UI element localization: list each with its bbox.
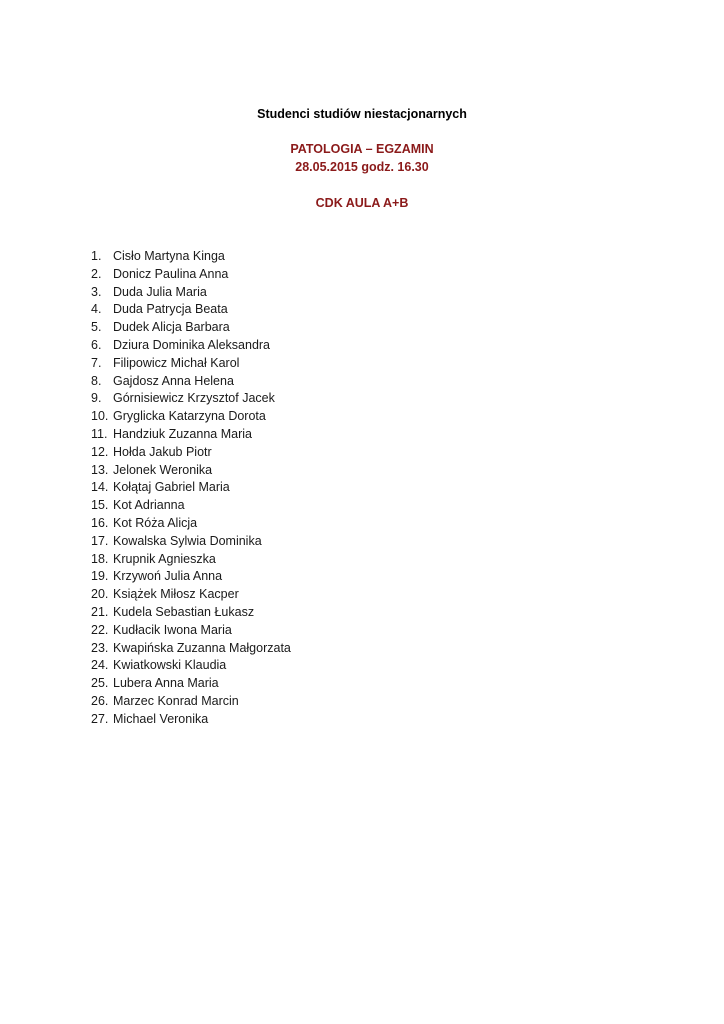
list-item-number: 3. xyxy=(91,284,102,299)
list-item-name: Krupnik Agnieszka xyxy=(113,551,216,566)
list-item-number: 24. xyxy=(91,658,109,673)
list-item-name: Kudłacik Iwona Maria xyxy=(113,622,232,637)
list-item-name: Górnisiewicz Krzysztof Jacek xyxy=(113,391,275,406)
list-item-number: 27. xyxy=(91,711,109,726)
list-item-number: 9. xyxy=(91,391,102,406)
list-item-number: 11. xyxy=(91,426,108,441)
list-item-number: 8. xyxy=(91,373,102,388)
list-item-number: 5. xyxy=(91,320,102,335)
list-item-number: 17. xyxy=(91,533,109,548)
list-item-number: 15. xyxy=(91,498,109,513)
list-item-name: Cisło Martyna Kinga xyxy=(113,249,225,263)
list-item-name: Jelonek Weronika xyxy=(113,462,213,477)
list-item-name: Kowalska Sylwia Dominika xyxy=(113,533,262,548)
exam-title: PATOLOGIA – EGZAMIN xyxy=(290,142,434,156)
list-item-name: Kwiatkowski Klaudia xyxy=(113,658,227,673)
list-item-number: 13. xyxy=(91,462,109,477)
list-item-number: 12. xyxy=(91,444,109,459)
list-item-name: Kot Adrianna xyxy=(113,498,185,513)
list-item-name: Donicz Paulina Anna xyxy=(113,266,229,281)
list-item-name: Książek Miłosz Kacper xyxy=(113,587,239,602)
list-item-number: 19. xyxy=(91,569,109,584)
list-item-name: Krzywoń Julia Anna xyxy=(113,569,223,584)
list-item-name: Gryglicka Katarzyna Dorota xyxy=(113,409,266,424)
list-item-name: Duda Julia Maria xyxy=(113,284,207,299)
list-item-number: 4. xyxy=(91,302,102,317)
list-item-name: Kot Róża Alicja xyxy=(113,515,198,530)
list-item-number: 26. xyxy=(91,693,109,708)
list-item-name: Kudela Sebastian Łukasz xyxy=(113,604,255,619)
list-item-name: Marzec Konrad Marcin xyxy=(113,693,239,708)
list-item-name: Filipowicz Michał Karol xyxy=(113,355,240,370)
list-item-name: Gajdosz Anna Helena xyxy=(113,373,234,388)
list-item-number: 16. xyxy=(91,515,109,530)
list-item-name: Duda Patrycja Beata xyxy=(113,302,228,317)
list-item-number: 20. xyxy=(91,587,109,602)
list-item-number: 2. xyxy=(91,266,102,281)
list-item-name: Michael Veronika xyxy=(113,711,209,726)
list-item-number: 23. xyxy=(91,640,109,655)
exam-datetime: 28.05.2015 godz. 16.30 xyxy=(295,160,429,174)
list-item-name: Kołątaj Gabriel Maria xyxy=(113,480,230,495)
list-item-number: 10. xyxy=(91,409,109,424)
list-item-number: 6. xyxy=(91,337,102,352)
list-item-name: Hołda Jakub Piotr xyxy=(113,444,212,459)
list-item-number: 1. xyxy=(91,249,102,263)
list-item-number: 14. xyxy=(91,480,109,495)
list-item-name: Dudek Alicja Barbara xyxy=(113,320,230,335)
list-item-number: 21. xyxy=(91,604,109,619)
list-item-number: 7. xyxy=(91,355,102,370)
list-item-number: 18. xyxy=(91,551,109,566)
list-item-name: Handziuk Zuzanna Maria xyxy=(113,426,252,441)
document-title: Studenci studiów niestacjonarnych xyxy=(257,107,467,121)
list-item-number: 25. xyxy=(91,676,109,691)
list-item-name: Lubera Anna Maria xyxy=(113,676,219,691)
list-item-name: Kwapińska Zuzanna Małgorzata xyxy=(113,640,291,655)
list-item-name: Dziura Dominika Aleksandra xyxy=(113,337,271,352)
exam-location: CDK AULA A+B xyxy=(315,196,409,210)
list-item-number: 22. xyxy=(91,622,109,637)
